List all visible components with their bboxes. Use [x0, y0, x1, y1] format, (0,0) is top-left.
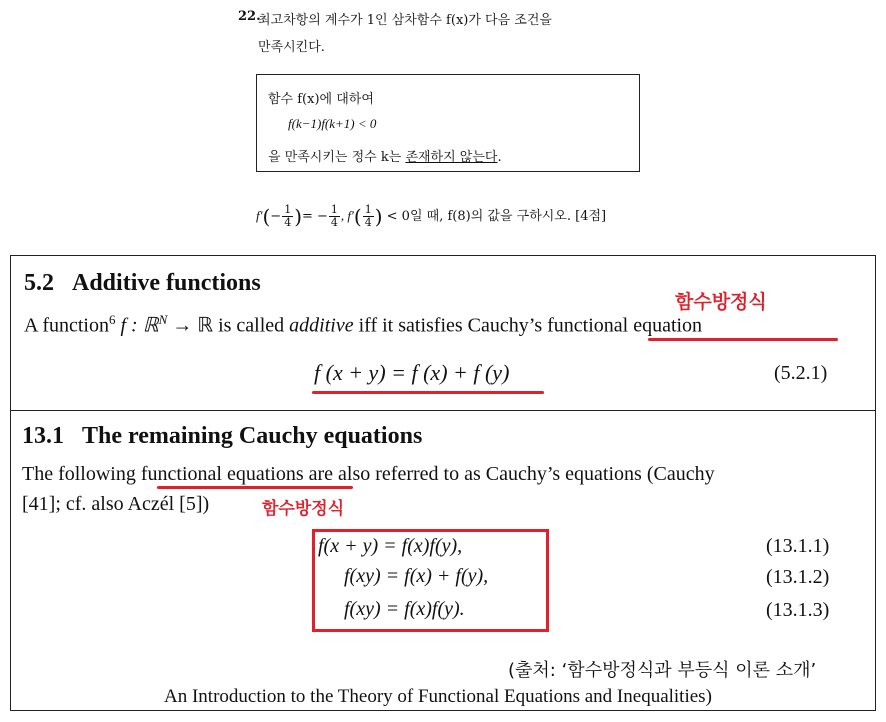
red-underline-equation [312, 391, 544, 394]
section-13-1-line2: [41]; cf. also Aczél [5]) [22, 493, 210, 515]
condition-underlined-text: 존재하지 않는다 [405, 150, 498, 165]
section-title: Additive functions [72, 270, 261, 296]
derivative-symbol-1: f′ [256, 208, 263, 223]
derivative-symbol-2: , f′ [340, 208, 354, 223]
derivative-mid1: = − [302, 209, 328, 224]
red-underline-term-13-1 [157, 486, 353, 489]
red-underline-term [648, 338, 838, 341]
fraction-one-quarter: $\frac{1}{4}$ [284, 203, 292, 229]
derivative-condition: f′(− $\frac{1}{4}$ )= − $\frac{1}{4}$ , f′( $\frac{1}{4}$ ) < 0일 때, f(8)의 값을 구하시오. [4점] [256, 203, 607, 229]
term-functional-equations: functional equations [140, 463, 304, 485]
derivative-tail: < 0일 때, f(8)의 값을 구하시오. [4점] [386, 209, 607, 224]
section-13-1-heading [22, 423, 422, 450]
condition-line3-prefix: 을 만족시키는 정수 k는 [268, 150, 406, 165]
source-citation-english: An Introduction to the Theory of Functional Equations and Inequalities) [164, 686, 712, 707]
fraction-one-quarter-2: $\frac{1}{4}$ [330, 203, 338, 229]
equation-13-1-1: f(x + y) = f(x)f(y), [318, 535, 463, 557]
problem-number: 22. [238, 9, 261, 24]
section-number: 5.2 [24, 270, 54, 296]
korean-annotation-13-1: 함수방정식 [262, 499, 345, 519]
equation-number-13-1-2: (13.1.2) [766, 566, 830, 588]
problem-statement-line1: 최고차항의 계수가 1인 삼차함수 f(x)가 다음 조건을 [258, 13, 552, 28]
section-5-2-heading [24, 270, 261, 297]
equation-number-13-1-3: (13.1.3) [766, 599, 830, 621]
frame-divider [10, 410, 876, 411]
left-paren-icon: ( [353, 204, 362, 229]
condition-inequality: f(k−1)f(k+1) < 0 [288, 116, 377, 131]
section-5-2-body: A function$^6$ f : ℝ$^N$ → ℝ is called additive iff it satisfies Cauchy’s functional equation [24, 312, 703, 337]
equation-13-1-3: f(xy) = f(x)f(y). [344, 598, 465, 620]
footnote-marker: 6 [109, 312, 116, 327]
equation-number-13-1-1: (13.1.1) [766, 535, 830, 557]
section-number: 13.1 [22, 423, 64, 449]
right-paren-icon: ) [294, 204, 302, 229]
equation-number-5-2-1: (5.2.1) [774, 362, 828, 384]
term-functional-equation: functional equation [547, 314, 703, 337]
term-additive: additive [289, 314, 354, 337]
fraction-one-quarter-3: $\frac{1}{4}$ [364, 203, 372, 229]
condition-line3-suffix: . [497, 150, 502, 165]
source-citation-korean: (출처: ‘함수방정식과 부등식 이론 소개’ [508, 660, 817, 681]
section-title: The remaining Cauchy equations [82, 423, 423, 449]
korean-annotation-5-2: 함수방정식 [675, 291, 767, 313]
problem-statement-line2: 만족시킨다. [258, 40, 325, 55]
section-13-1-line1: The following functional equations are also referred to as Cauchy’s equations (Cauchy [22, 463, 715, 485]
equation-13-1-2: f(xy) = f(x) + f(y), [344, 565, 489, 587]
left-paren-icon: ( [262, 204, 271, 229]
equation-5-2-1: f (x + y) = f (x) + f (y) [314, 360, 510, 385]
condition-line3 [268, 146, 502, 165]
right-paren-icon: ) [374, 204, 383, 229]
condition-line1: 함수 f(x)에 대하여 [268, 92, 374, 107]
